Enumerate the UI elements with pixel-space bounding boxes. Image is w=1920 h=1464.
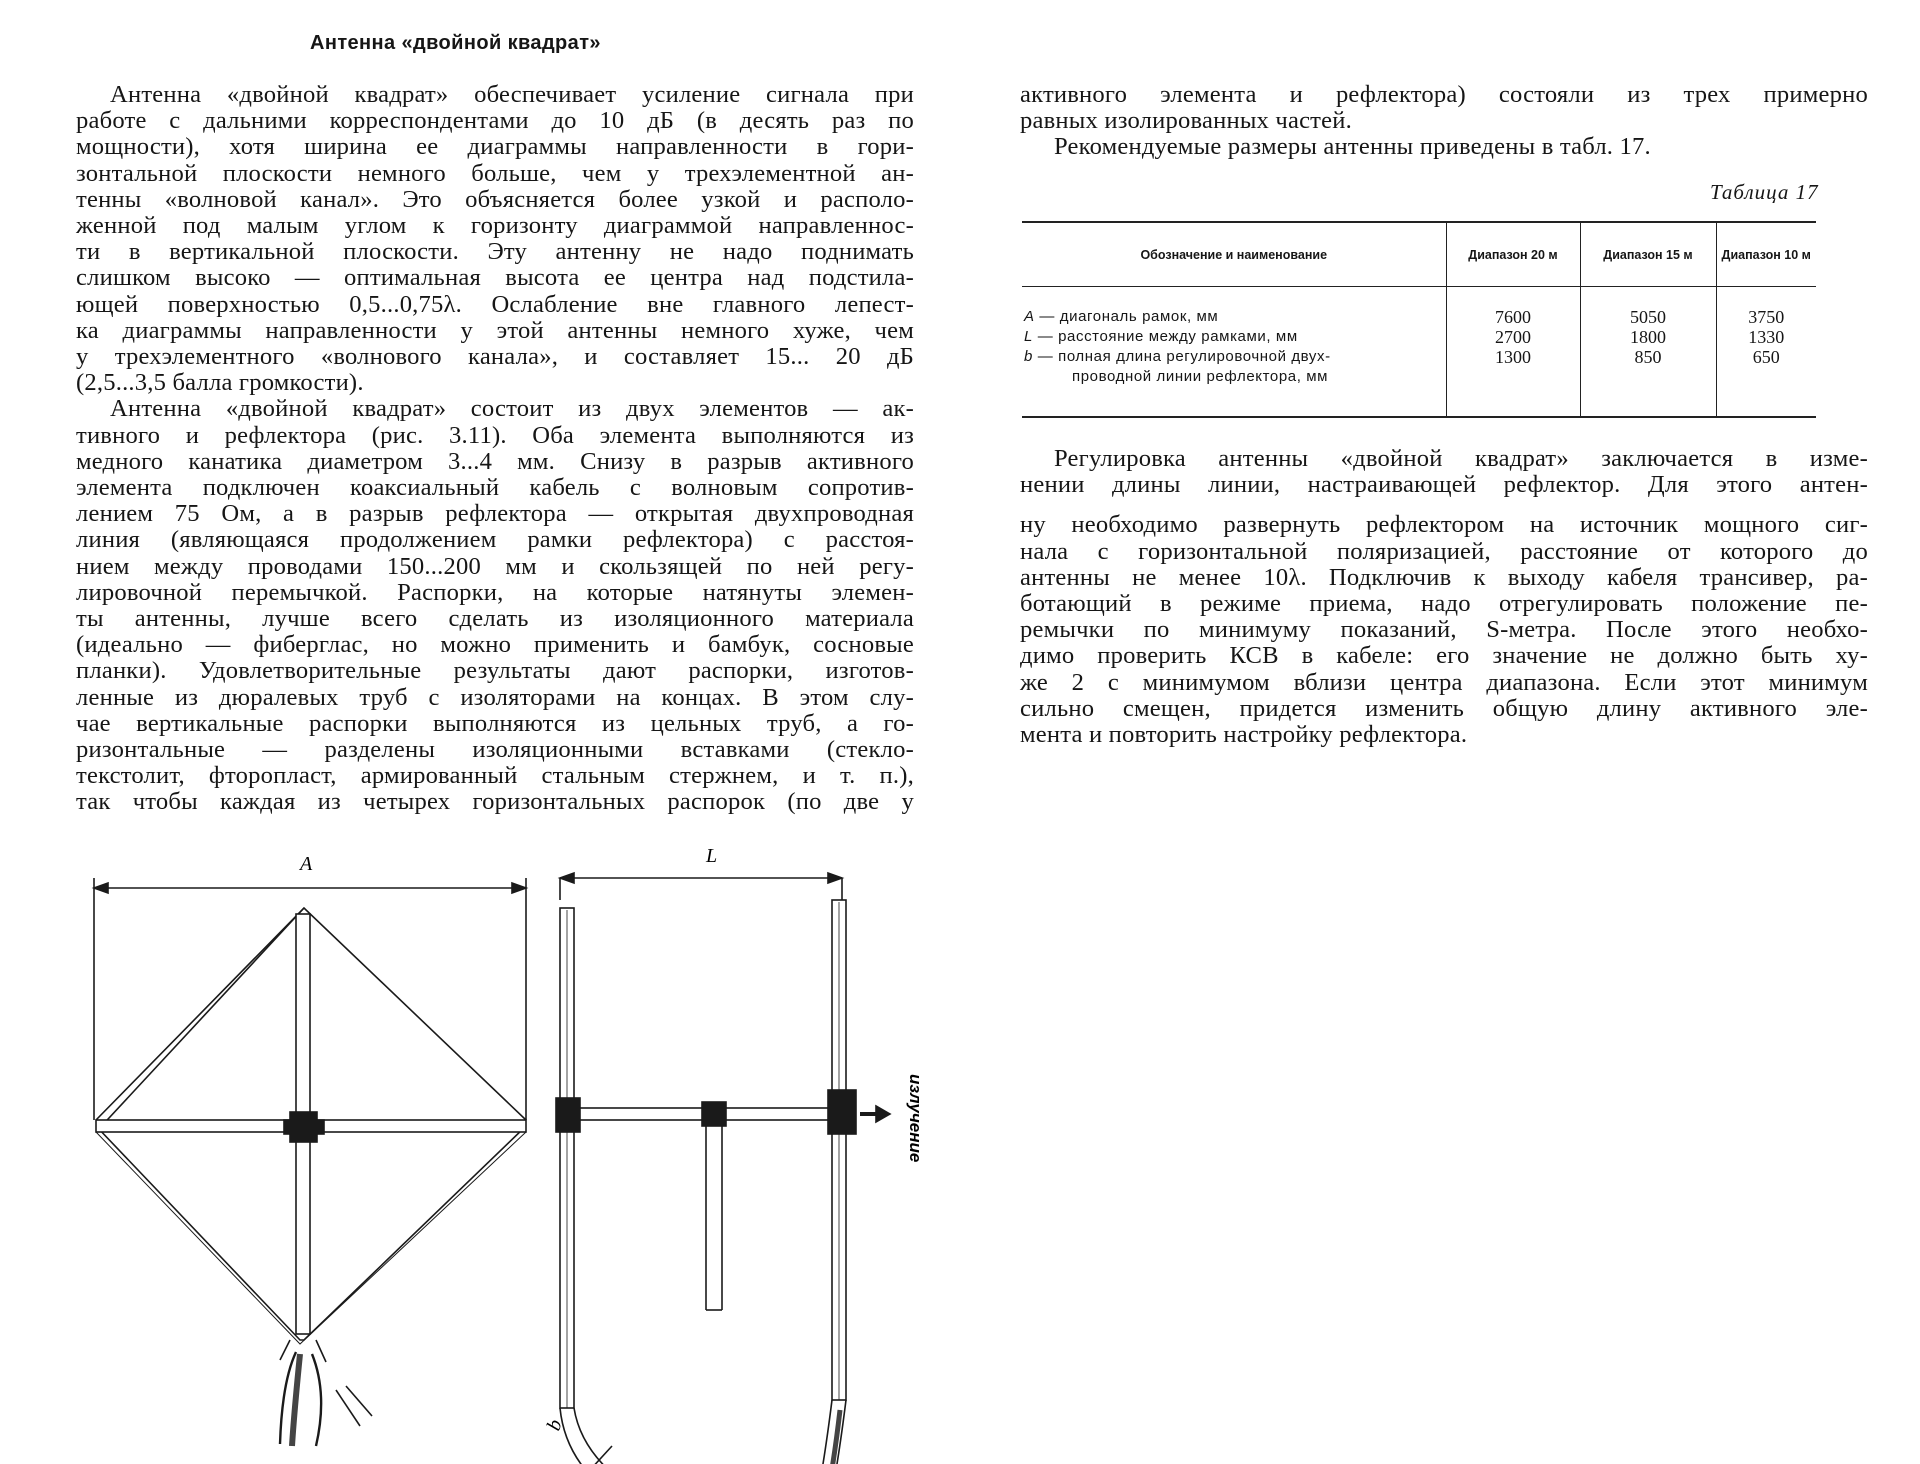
text-line: Антенна «двойной квадрат» обеспечивает усиление сигнала при: [110, 81, 914, 108]
text-line: тенны «волновой канал». Это объясняется более узкой и располо-: [76, 185, 914, 213]
text-line: ризонтальные — разделены изоляционными вставками (стекло-: [76, 736, 914, 764]
text-line: нием между проводами 150...200 мм и скользящей по ней регу-: [76, 552, 914, 580]
continuation-text: [1020, 82, 1868, 161]
text-line: ты антенны, лучше всего сделать из изоляционного материала: [76, 605, 914, 633]
active-side-view: [812, 900, 846, 1464]
text-line: нении длины линии, настраивающей рефлектор. Для этого антен-: [1020, 471, 1868, 499]
values-20m: 7600 2700 1300: [1446, 287, 1580, 417]
dimensions-table: [1022, 221, 1816, 418]
text-line: у трехэлементного «волнового канала», и составляет 15... 20 дБ: [76, 343, 914, 371]
values-15m: 5050 1800 850: [1580, 287, 1716, 417]
text-line: чае вертикальные распорки выполняются из цельных труб, а го-: [76, 709, 914, 737]
antenna-figure: [0, 830, 960, 1464]
text-line: ботающий в режиме приема, надо отрегулировать положение пе-: [1020, 590, 1868, 618]
text-line: медного канатика диаметром 3...4 мм. Снизу в разрыв активного: [76, 447, 914, 475]
table-header-row: [1022, 223, 1816, 287]
text-line: лировочной перемычкой. Распорки, на которые натянуты элемен-: [76, 578, 914, 606]
text-line: лением 75 Ом, а в разрыв рефлектора — открытая двухпроводная: [76, 500, 914, 528]
section-title: Антенна «двойной квадрат»: [310, 32, 601, 54]
text-line: активного элемента и рефлектора) состояли из трех примерно: [1020, 81, 1868, 108]
text-line: ти в вертикальной плоскости. Эту антенну не надо поднимать: [76, 238, 914, 266]
text-line: димо проверить КСВ в кабеле: его значение не должно быть ху-: [1020, 642, 1868, 670]
header-20m: Диапазон 20 м: [1446, 223, 1580, 287]
radiation-arrow: [860, 1106, 890, 1122]
dimension-l: [560, 873, 842, 900]
label-l: L: [706, 845, 718, 867]
label-a: A: [300, 853, 313, 875]
paragraph-1: [76, 82, 914, 396]
text-line: элемента подключен коаксиальный кабель с волновым сопротив-: [76, 474, 914, 502]
text-line: же 2 с минимумом вблизи центра диапазона. Если этот минимум: [1020, 668, 1868, 696]
direction-label: излучение: [906, 1074, 925, 1163]
text-line: работе с дальними корреспондентами до 10 дБ (в десять раз по: [76, 107, 914, 135]
text-line: ремычки по минимуму показаний, S-метра. После этого необхо-: [1020, 616, 1868, 644]
right-page: [960, 0, 1920, 1464]
table-reference: Рекомендуемые размеры антенны приведены в табл. 17.: [1054, 133, 1651, 161]
text-line: так чтобы каждая из четырех горизонтальных распорок (по две у: [76, 788, 914, 816]
header-10m: Диапазон 10 м: [1716, 223, 1816, 287]
text-line: зонтальной плоскости немного больше, чем у трехэлементной ан-: [76, 159, 914, 187]
table-row: [1022, 287, 1816, 417]
paragraph-2: [76, 396, 914, 815]
text-line: (2,5...3,5 балла громкости).: [76, 369, 364, 397]
text-line: тивного и рефлектора (рис. 3.11). Оба элемента выполняются из: [76, 421, 914, 449]
paragraph-3: [1020, 446, 1868, 748]
reflector-side-view: [560, 908, 640, 1464]
designation-cell: A — диагональ рамок, мм L — расстояние между рамками, мм b — полная длина регулировочной двух- проводной линии рефлектора, мм: [1024, 308, 1331, 385]
text-line: Регулировка антенны «двойной квадрат» заключается в изме-: [1054, 445, 1868, 472]
text-line: нала с горизонтальной поляризацией, расстояние от которого до: [1020, 537, 1868, 565]
boom: [556, 1090, 856, 1310]
left-body-text: [76, 82, 914, 816]
header-15m: Диапазон 15 м: [1580, 223, 1716, 287]
text-line: Антенна «двойной квадрат» состоит из двух элементов — ак-: [110, 395, 914, 423]
header-designation: Обозначение и наименование: [1022, 223, 1446, 287]
active-element-diamond: [96, 908, 526, 1446]
text-line: ну необходимо развернуть рефлектором на источник мощного сиг-: [1020, 511, 1868, 539]
label-b: b: [542, 1416, 567, 1434]
text-line: антенны не менее 10λ. Подключив к выходу кабеля трансивер, ра-: [1020, 563, 1868, 591]
values-10m: 3750 1330 650: [1716, 287, 1816, 417]
text-line: сильно смещен, придется изменить общую длину активного эле-: [1020, 694, 1868, 722]
text-line: слишком высоко — оптимальная высота ее центра над подстила-: [76, 264, 914, 292]
text-line: ющей поверхностью 0,5...0,75λ. Ослабление вне главного лепест-: [76, 290, 914, 318]
text-line: ка диаграммы направленности у этой антенны немного хуже, чем: [76, 316, 914, 344]
table-caption: Таблица 17: [1710, 180, 1819, 204]
text-line: (идеально — фиберглас, но можно применить и бамбук, сосновые: [76, 631, 914, 659]
text-line: женной под малым углом к горизонту диаграммой направленнос-: [76, 212, 914, 240]
text-line: планки). Удовлетворительные результаты дают распорки, изготов-: [76, 657, 914, 685]
text-line: линия (являющаяся продолжением рамки рефлектора) с расстоя-: [76, 526, 914, 554]
text-line: ленные из дюралевых труб с изоляторами на концах. В этом слу-: [76, 683, 914, 711]
text-line: мента и повторить настройку рефлектора.: [1020, 721, 1468, 749]
text-line: текстолит, фторопласт, армированный стальным стержнем, и т. п.),: [76, 762, 914, 790]
text-line: равных изолированных частей.: [1020, 107, 1352, 135]
text-line: мощности), хотя ширина ее диаграммы направленности в гори-: [76, 133, 914, 161]
